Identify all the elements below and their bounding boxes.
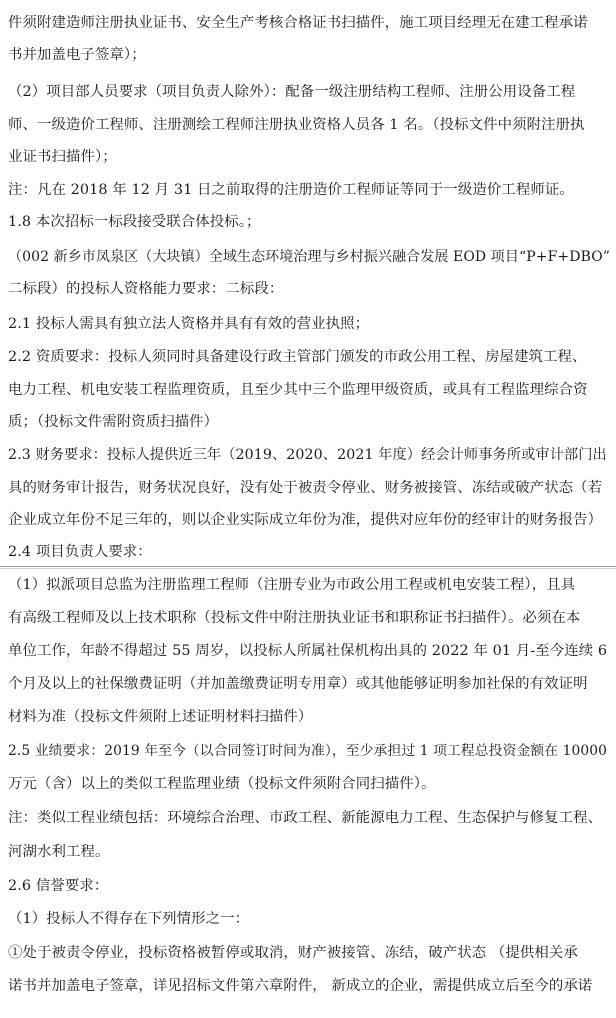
text-line: 二标段）的投标人资格能力要求：二标段： [8, 281, 284, 297]
text-line: 具的财务审计报告，财务状况良好，没有处于被责令停业、财务被接管、冻结或破产状态（若 [8, 480, 603, 496]
text-line: 件须附建造师注册执业证书、安全生产考核合格证书扫描件，施工项目经理无在建工程承诺 [8, 15, 588, 31]
text-line: 1.8 本次招标一标段接受联合体投标。； [8, 214, 261, 230]
text-line: ①处于被责令停业，投标资格被暂停或取消，财产被接管、冻结，破产状态 （提供相关承 [8, 945, 578, 961]
text-line: 质；（投标文件需附资质扫描件） [8, 414, 219, 430]
text-line: 河湖水利工程。 [8, 844, 110, 860]
text-line: 诺书并加盖电子签章，详见招标文件第六章附件， 新成立的企业，需提供成立后至今的承诺 [8, 978, 593, 994]
text-line: 书并加盖电子签章）； [8, 47, 146, 63]
text-line: （002 新乡市凤泉区（大块镇）全域生态环境治理与乡村振兴融合发展 EOD 项目“P+F+DBO” [8, 249, 610, 265]
scan-seam-divider [0, 568, 616, 569]
text-line: 有高级工程师及以上技术职称（投标文件中附注册执业证书和职称证书扫描件）。必须在本 [8, 610, 581, 626]
text-line: 2.2 资质要求：投标人须同时具备建设行政主管部门颁发的市政公用工程、房屋建筑工程、 [8, 349, 587, 365]
text-line: （2）项目部人员要求（项目负责人除外）：配备一级注册结构工程师、注册公用设备工程 [8, 84, 576, 100]
text-line: 2.6 信誉要求： [8, 878, 109, 894]
text-line: 企业成立年份不足三年的，则以企业实际成立年份为准，提供对应年份的经审计的财务报告） [8, 512, 603, 528]
text-line: 2.5 业绩要求：2019 年至今（以合同签订时间为准），至少承担过 1 项工程总投资金额在 10000 [8, 743, 608, 759]
text-line: 万元（含）以上的类似工程监理业绩（投标文件须附合同扫描件）。 [8, 776, 436, 792]
text-line: （1）投标人不得存在下列情形之一： [8, 911, 250, 927]
text-line: 2.3 财务要求：投标人提供近三年（2019、2020、2021 年度）经会计师事务所或审计部门出 [8, 447, 607, 463]
text-line: 个月及以上的社保缴费证明（并加盖缴费证明专用章）或其他能够证明参加社保的有效证明 [8, 676, 588, 692]
scan-seam-divider [0, 566, 616, 567]
text-line: 2.1 投标人需具有独立法人资格并具有有效的营业执照； [8, 316, 370, 332]
text-line: 师、一级造价工程师、注册测绘工程师注册执业资格人员各 1 名。（投标文件中须附注册执 [8, 117, 585, 133]
text-line: 注：类似工程业绩包括：环境综合治理、市政工程、新能源电力工程、生态保护与修复工程、 [8, 810, 603, 826]
text-line: 2.4 项目负责人要求： [8, 544, 152, 560]
text-line: 注：凡在 2018 年 12 月 31 日之前取得的注册造价工程师证等同于一级造价工程师证。 [8, 182, 574, 198]
text-line: 电力工程、机电安装工程监理资质，且至少其中三个监理甲级资质，或具有工程监理综合资 [8, 382, 588, 398]
text-line: 材料为准（投标文件须附上述证明材料扫描件） [8, 709, 313, 725]
text-line: （1）拟派项目总监为注册监理工程师（注册专业为市政公用工程或机电安装工程），且具 [8, 577, 576, 593]
text-line: 业证书扫描件）； [8, 149, 117, 165]
text-line: 单位工作，年龄不得超过 55 周岁，以投标人所属社保机构出具的 2022 年 01 月-至今连续 6 [8, 643, 608, 659]
